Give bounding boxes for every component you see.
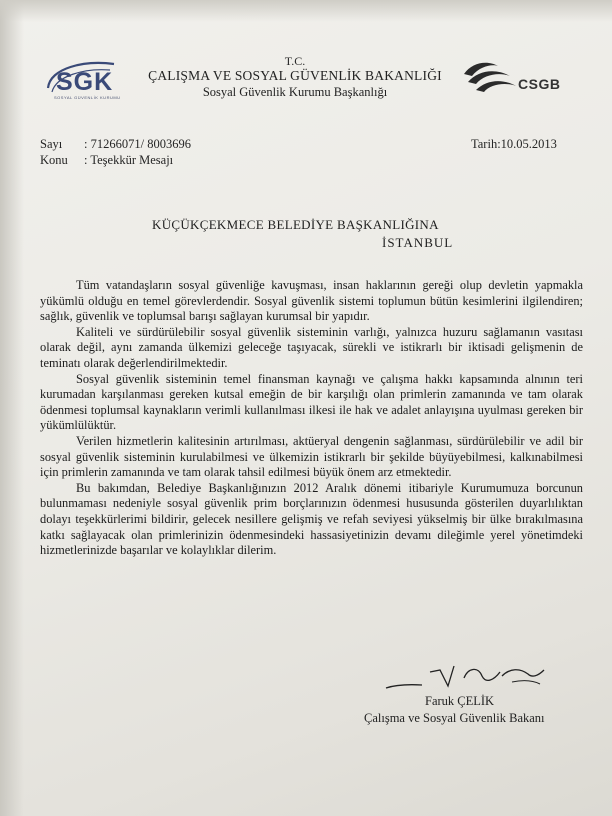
handwritten-signature bbox=[382, 658, 552, 698]
body-paragraph: Tüm vatandaşların sosyal güvenliğe kavuşması, insan haklarının gereği olup devletin yapmakla yükümlü olduğu en temel görevlerdendir. Sosyal güvenlik sistemi toplumun bütün kesimlerini ilgilendiren; sağlık, güvenlik ve toplumsal barışı sağlayan kurumsal bir yapıdır. bbox=[40, 278, 583, 324]
recipient-city: İSTANBUL bbox=[382, 235, 454, 250]
csgb-logo-text: CSGB bbox=[518, 76, 561, 92]
letter-body bbox=[40, 278, 583, 559]
subject-label: Konu bbox=[40, 153, 68, 167]
header-institution: Sosyal Güvenlik Kurumu Başkanlığı bbox=[202, 85, 388, 99]
letter-date: Tarih:10.05.2013 bbox=[471, 137, 557, 151]
header-tc: T.C. bbox=[284, 54, 306, 68]
subject-row bbox=[40, 152, 191, 168]
reference-number-label: Sayı bbox=[40, 137, 63, 151]
signature-stroke-icon bbox=[382, 658, 552, 698]
sgk-logo-text: SGK bbox=[56, 68, 114, 96]
subject-value: : Teşekkür Mesajı bbox=[84, 153, 174, 167]
csgb-logo bbox=[462, 60, 582, 94]
letter-meta bbox=[40, 136, 191, 168]
csgb-emblem-icon bbox=[462, 60, 522, 94]
page-shadow-top bbox=[0, 0, 612, 22]
header-ministry: ÇALIŞMA VE SOSYAL GÜVENLİK BAKANLIĞI bbox=[148, 68, 442, 83]
body-paragraph: Sosyal güvenlik sisteminin temel finansman kaynağı ve çalışma hakkı kapsamında alnının teri kurumadan karşılanması gereken kutsal emeğin de bir karşılığı olan primlerin zamanında ve tam olarak ödenmesi toplumsal kaynakların verimli kullanılması ilkesi ile hak ve adalet anlayışına uyulması gereken bir yükümlülüktür. bbox=[40, 371, 583, 433]
reference-number-value: : 71266071/ 8003696 bbox=[84, 137, 191, 151]
sgk-logo bbox=[44, 58, 132, 104]
page-shadow-left bbox=[0, 0, 24, 816]
signer-title: Çalışma ve Sosyal Güvenlik Bakanı bbox=[364, 711, 545, 725]
body-paragraph: Kaliteli ve sürdürülebilir sosyal güvenlik sisteminin varlığı, yalnızca huzuru sağlamanın vasıtası olarak değil, aynı zamanda ülkemizi geleceğe taşıyacak, sürekli ve istikrarlı bir iktisadi gelişmenin de teminatı olarak değerlendirilmektedir. bbox=[40, 324, 583, 370]
body-paragraph: Verilen hizmetlerin kalitesinin artırılması, aktüeryal dengenin sağlanması, sürdürülebilir ve adil bir sosyal güvenlik sisteminin kurulabilmesi ve ülkemizin istikrarlı bir şekilde büyüyebilmesi, kalkınabilmesi için primlerin zamanında ve tam olarak tahsil edilmesi büyük önem arz etmektedir. bbox=[40, 433, 583, 480]
recipient-block bbox=[152, 216, 453, 252]
signer-name: Faruk ÇELİK bbox=[425, 694, 495, 708]
body-paragraph: Bu bakımdan, Belediye Başkanlığınızın 2012 Aralık dönemi itibariyle Kurumumuza borcunun bulunmaması nedeniyle sosyal güvenlik prim borçlarınızın ödenmesi hususunda gösterilen duyarlılıktan dolayı teşekkürlerimi bildirir, gelecek nesillere gelişmiş ve refah seviyesi yükselmiş bir ülke bırakılmasına katkı sağlayacak olan primlerinizin ödenmesindeki hassasiyetinizin devamı dileğimle yerel yönetimdeki hizmetlerinizde başarılar ve kolaylıklar dilerim. bbox=[40, 480, 583, 558]
recipient-name: KÜÇÜKÇEKMECE BELEDİYE BAŞKANLIĞINA bbox=[152, 217, 439, 232]
sgk-logo-subtitle: SOSYAL GÜVENLİK KURUMU bbox=[54, 95, 121, 100]
reference-number-row bbox=[40, 136, 191, 152]
letterhead bbox=[130, 54, 460, 100]
